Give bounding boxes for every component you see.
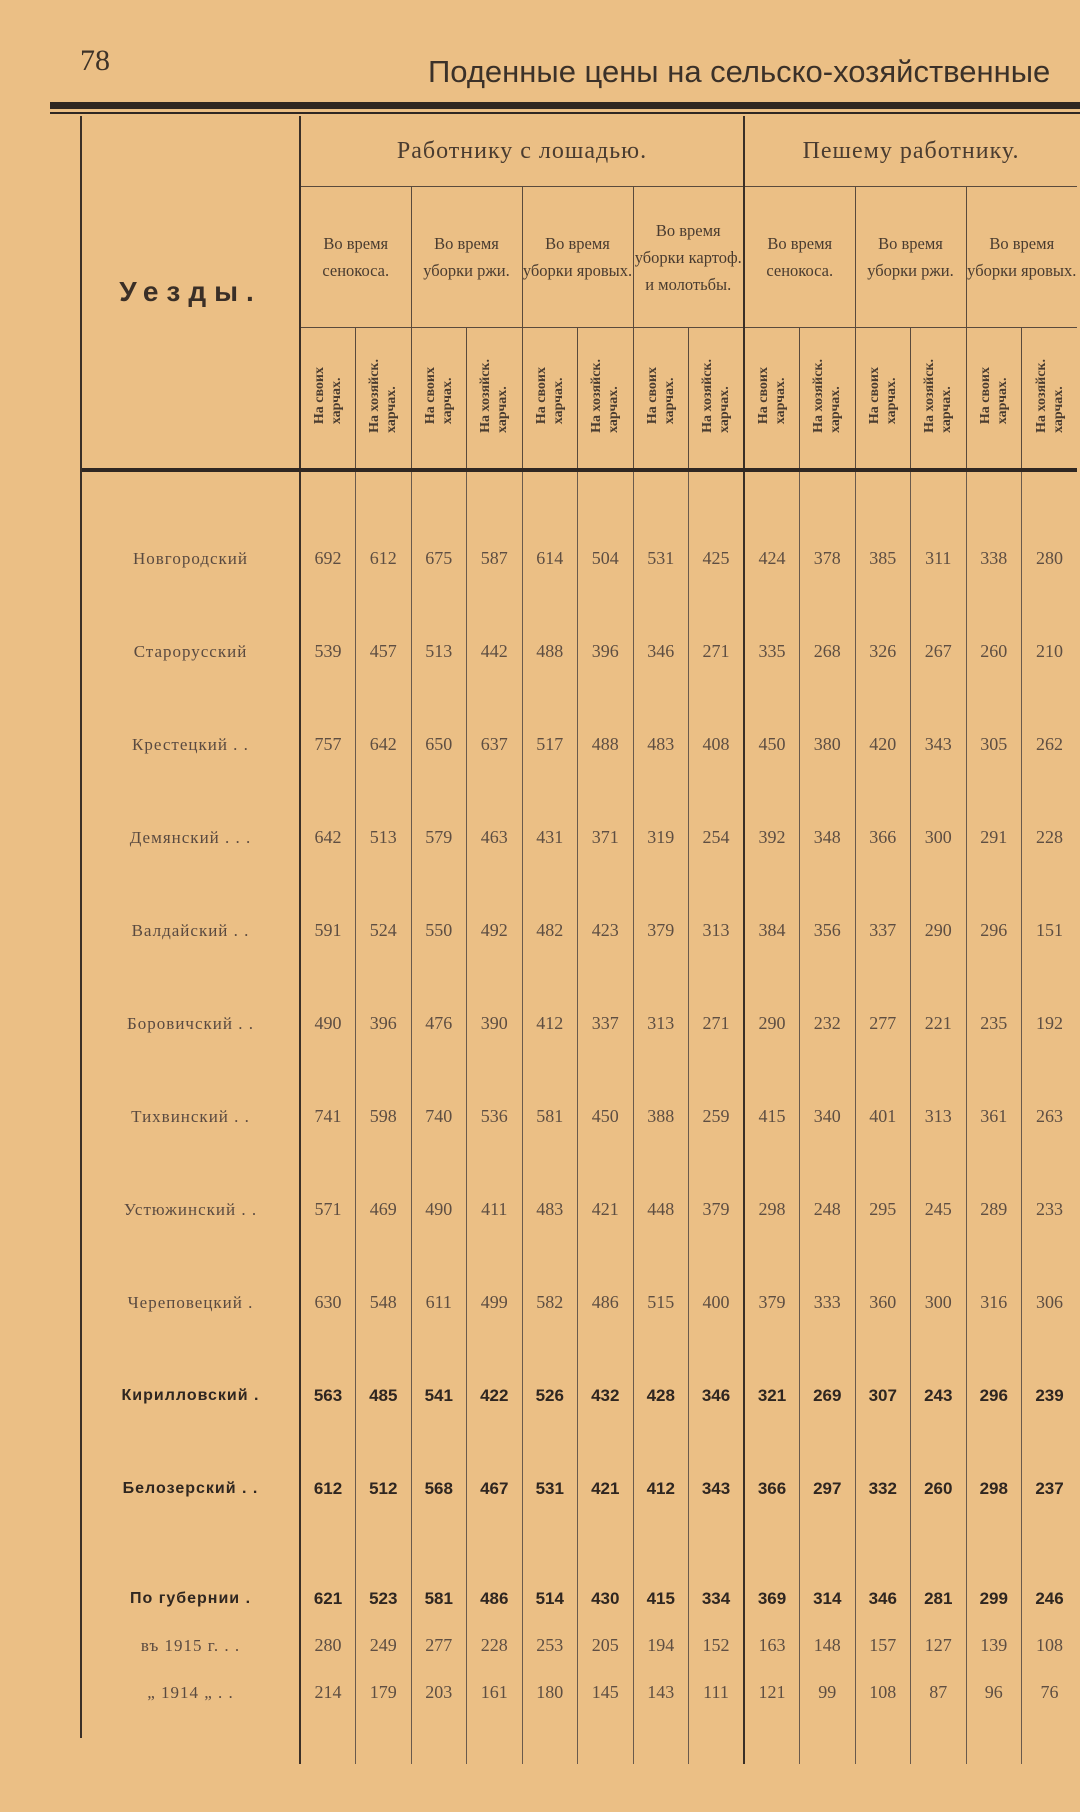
price-cell: 392	[744, 791, 800, 884]
uezd-name: По губернии .	[129, 1589, 252, 1607]
price-cell: 467	[467, 1442, 523, 1535]
table-row	[82, 1256, 1077, 1349]
leaf-header-label: На хозяйск. харчах.	[700, 358, 732, 433]
price-cell: 76	[1022, 1669, 1078, 1716]
price-cell: 524	[356, 884, 412, 977]
price-cell: 313	[633, 977, 689, 1070]
uezd-name: Валдайский . .	[131, 920, 250, 940]
price-cell: 366	[744, 1442, 800, 1535]
uezd-name: Боровичский . .	[127, 1013, 254, 1033]
price-cell: 340	[800, 1070, 856, 1163]
uezd-name: Белозерский . .	[122, 1479, 259, 1497]
leaf-header-label: На своих харчах.	[866, 366, 899, 425]
sub-header: Во время уборки ржи.	[411, 187, 522, 328]
leaf-header-label: На своих харчах.	[312, 366, 344, 425]
price-cell: 415	[744, 1070, 800, 1163]
price-cell: 361	[966, 1070, 1022, 1163]
price-cell: 612	[356, 512, 412, 605]
price-cell: 280	[300, 1622, 356, 1669]
price-cell: 408	[689, 698, 745, 791]
price-cell: 161	[467, 1669, 523, 1716]
table-row	[82, 1070, 1077, 1163]
price-cell: 486	[467, 1575, 523, 1622]
price-cell: 300	[911, 791, 967, 884]
price-cell: 432	[578, 1349, 634, 1442]
price-cell: 343	[911, 698, 967, 791]
price-cell: 598	[356, 1070, 412, 1163]
price-cell: 338	[966, 512, 1022, 605]
price-cell: 741	[300, 1070, 356, 1163]
price-cell: 428	[633, 1349, 689, 1442]
uezd-name: Кирилловский .	[121, 1386, 260, 1404]
table-row	[82, 605, 1077, 698]
price-cell: 99	[800, 1669, 856, 1716]
leaf-header-own	[411, 328, 467, 471]
price-cell: 295	[855, 1163, 911, 1256]
price-cell: 442	[467, 605, 523, 698]
table-row	[82, 698, 1077, 791]
leaf-header-label: На хозяйск. харчах.	[922, 358, 955, 433]
price-cell: 306	[1022, 1256, 1078, 1349]
price-cell: 254	[689, 791, 745, 884]
leaf-header-own	[744, 328, 800, 471]
price-cell: 143	[633, 1669, 689, 1716]
price-cell: 108	[855, 1669, 911, 1716]
table-row	[82, 884, 1077, 977]
price-cell: 420	[855, 698, 911, 791]
price-cell: 260	[966, 605, 1022, 698]
price-cell: 111	[689, 1669, 745, 1716]
price-cell: 371	[578, 791, 634, 884]
price-cell: 483	[522, 1163, 578, 1256]
leaf-header-own	[300, 328, 356, 471]
price-cell: 390	[467, 977, 523, 1070]
price-cell: 526	[522, 1349, 578, 1442]
leaf-header-label: На своих харчах.	[533, 366, 566, 425]
page-title: Поденные цены на сельско-хозяйственные	[428, 54, 1051, 89]
price-cell: 396	[578, 605, 634, 698]
price-cell: 582	[522, 1256, 578, 1349]
price-cell: 271	[689, 605, 745, 698]
price-cell: 246	[1022, 1575, 1078, 1622]
price-cell: 321	[744, 1349, 800, 1442]
price-cell: 536	[467, 1070, 523, 1163]
uezd-name: Устюжинский . .	[123, 1199, 258, 1219]
leaf-header-own	[522, 328, 578, 471]
price-cell: 630	[300, 1256, 356, 1349]
price-cell: 463	[467, 791, 523, 884]
price-cell: 400	[689, 1256, 745, 1349]
leaf-header-label: На хозяйск. харчах.	[367, 358, 400, 433]
price-cell: 513	[356, 791, 412, 884]
price-cell: 298	[744, 1163, 800, 1256]
price-cell: 614	[522, 512, 578, 605]
price-cell: 541	[411, 1349, 467, 1442]
price-cell: 333	[800, 1256, 856, 1349]
price-cell: 87	[911, 1669, 967, 1716]
price-cell: 205	[578, 1622, 634, 1669]
price-cell: 490	[300, 977, 356, 1070]
price-cell: 203	[411, 1669, 467, 1716]
price-cell: 425	[689, 512, 745, 605]
price-cell: 296	[966, 1349, 1022, 1442]
price-cell: 581	[522, 1070, 578, 1163]
price-cell: 411	[467, 1163, 523, 1256]
price-cell: 296	[966, 884, 1022, 977]
price-cell: 291	[966, 791, 1022, 884]
price-cell: 499	[467, 1256, 523, 1349]
price-cell: 692	[300, 512, 356, 605]
price-cell: 290	[744, 977, 800, 1070]
price-cell: 587	[467, 512, 523, 605]
price-cell: 450	[578, 1070, 634, 1163]
price-cell: 163	[744, 1622, 800, 1669]
price-cell: 431	[522, 791, 578, 884]
price-cell: 531	[522, 1442, 578, 1535]
leaf-header-own	[633, 328, 689, 471]
price-cell: 249	[356, 1622, 412, 1669]
price-cell: 424	[744, 512, 800, 605]
price-cell: 233	[1022, 1163, 1078, 1256]
leaf-header-host	[356, 328, 412, 471]
leaf-header-label: На хозяйск. харчах.	[589, 358, 622, 433]
price-cell: 490	[411, 1163, 467, 1256]
price-cell: 228	[467, 1622, 523, 1669]
price-cell: 379	[744, 1256, 800, 1349]
leaf-header-host	[578, 328, 634, 471]
leaf-header-host	[1022, 328, 1078, 471]
price-cell: 517	[522, 698, 578, 791]
price-cell: 346	[855, 1575, 911, 1622]
price-cell: 422	[467, 1349, 523, 1442]
group-header-foot: Пешему работнику.	[744, 116, 1077, 187]
price-cell: 228	[1022, 791, 1078, 884]
price-cell: 523	[356, 1575, 412, 1622]
price-cell: 488	[578, 698, 634, 791]
price-cell: 334	[689, 1575, 745, 1622]
price-cell: 245	[911, 1163, 967, 1256]
price-cell: 260	[911, 1442, 967, 1535]
table-row	[82, 1349, 1077, 1442]
price-cell: 139	[966, 1622, 1022, 1669]
price-cell: 221	[911, 977, 967, 1070]
price-cell: 346	[633, 605, 689, 698]
leaf-header-own	[855, 328, 911, 471]
price-cell: 539	[300, 605, 356, 698]
price-cell: 332	[855, 1442, 911, 1535]
price-cell: 457	[356, 605, 412, 698]
price-cell: 267	[911, 605, 967, 698]
price-cell: 268	[800, 605, 856, 698]
price-cell: 210	[1022, 605, 1078, 698]
price-cell: 179	[356, 1669, 412, 1716]
price-cell: 488	[522, 605, 578, 698]
price-cell: 396	[356, 977, 412, 1070]
price-cell: 642	[300, 791, 356, 884]
price-cell: 514	[522, 1575, 578, 1622]
price-cell: 314	[800, 1575, 856, 1622]
price-cell: 235	[966, 977, 1022, 1070]
price-cell: 483	[633, 698, 689, 791]
price-cell: 180	[522, 1669, 578, 1716]
price-cell: 740	[411, 1070, 467, 1163]
price-cell: 239	[1022, 1349, 1078, 1442]
uezd-name: „ 1914 „ . .	[147, 1682, 234, 1702]
price-cell: 319	[633, 791, 689, 884]
price-cell: 157	[855, 1622, 911, 1669]
uezd-name: Крестецкий . .	[132, 734, 249, 754]
sub-header: Во время уборки картоф. и молотьбы.	[633, 187, 744, 328]
uezd-name: Старорусский	[133, 641, 248, 661]
table-row	[82, 977, 1077, 1070]
price-cell: 757	[300, 698, 356, 791]
price-cell: 412	[522, 977, 578, 1070]
price-cell: 262	[1022, 698, 1078, 791]
spacer-row	[82, 1716, 1077, 1764]
price-cell: 313	[689, 884, 745, 977]
price-cell: 289	[966, 1163, 1022, 1256]
price-cell: 401	[855, 1070, 911, 1163]
page-number: 78	[80, 44, 110, 77]
price-cell: 450	[744, 698, 800, 791]
price-cell: 96	[966, 1669, 1022, 1716]
price-cell: 550	[411, 884, 467, 977]
sub-header: Во время уборки яровых.	[522, 187, 633, 328]
price-cell: 384	[744, 884, 800, 977]
price-cell: 366	[855, 791, 911, 884]
price-cell: 348	[800, 791, 856, 884]
leaf-header-host	[689, 328, 745, 471]
price-table	[82, 116, 1077, 1764]
price-cell: 513	[411, 605, 467, 698]
sub-header: Во время уборки ржи.	[855, 187, 966, 328]
price-table-container	[80, 116, 1077, 1738]
price-cell: 485	[356, 1349, 412, 1442]
price-cell: 412	[633, 1442, 689, 1535]
price-cell: 151	[1022, 884, 1078, 977]
price-cell: 642	[356, 698, 412, 791]
price-cell: 299	[966, 1575, 1022, 1622]
price-cell: 421	[578, 1163, 634, 1256]
price-cell: 305	[966, 698, 1022, 791]
price-cell: 194	[633, 1622, 689, 1669]
sub-header: Во время сенокоса.	[300, 187, 411, 328]
price-cell: 277	[411, 1622, 467, 1669]
price-cell: 515	[633, 1256, 689, 1349]
price-cell: 379	[633, 884, 689, 977]
table-row	[82, 1442, 1077, 1535]
price-cell: 127	[911, 1622, 967, 1669]
price-cell: 253	[522, 1622, 578, 1669]
price-cell: 290	[911, 884, 967, 977]
sub-header: Во время сенокоса.	[744, 187, 855, 328]
price-cell: 415	[633, 1575, 689, 1622]
price-cell: 307	[855, 1349, 911, 1442]
uezd-name: Череповецкий .	[127, 1292, 254, 1312]
price-cell: 311	[911, 512, 967, 605]
price-cell: 385	[855, 512, 911, 605]
price-cell: 108	[1022, 1622, 1078, 1669]
price-cell: 269	[800, 1349, 856, 1442]
price-cell: 612	[300, 1442, 356, 1535]
price-cell: 281	[911, 1575, 967, 1622]
leaf-header-label: На своих харчах.	[756, 366, 788, 425]
price-cell: 277	[855, 977, 911, 1070]
leaf-header-host	[467, 328, 523, 471]
price-cell: 192	[1022, 977, 1078, 1070]
price-cell: 248	[800, 1163, 856, 1256]
leaf-header-host	[800, 328, 856, 471]
table-row	[82, 512, 1077, 605]
price-cell: 548	[356, 1256, 412, 1349]
price-cell: 214	[300, 1669, 356, 1716]
price-cell: 337	[578, 977, 634, 1070]
price-cell: 579	[411, 791, 467, 884]
top-rule-thin	[50, 112, 1080, 114]
price-cell: 421	[578, 1442, 634, 1535]
price-cell: 621	[300, 1575, 356, 1622]
price-cell: 343	[689, 1442, 745, 1535]
price-cell: 448	[633, 1163, 689, 1256]
price-cell: 486	[578, 1256, 634, 1349]
price-cell: 378	[800, 512, 856, 605]
leaf-header-label: На своих харчах.	[644, 366, 677, 425]
leaf-header-label: На хозяйск. харчах.	[811, 358, 844, 433]
price-cell: 379	[689, 1163, 745, 1256]
price-cell: 360	[855, 1256, 911, 1349]
price-cell: 571	[300, 1163, 356, 1256]
price-cell: 423	[578, 884, 634, 977]
price-cell: 568	[411, 1442, 467, 1535]
price-cell: 430	[578, 1575, 634, 1622]
price-cell: 145	[578, 1669, 634, 1716]
price-cell: 476	[411, 977, 467, 1070]
price-cell: 512	[356, 1442, 412, 1535]
table-row	[82, 791, 1077, 884]
price-cell: 369	[744, 1575, 800, 1622]
table-row	[82, 1669, 1077, 1716]
uezd-name: въ 1915 г. . .	[140, 1635, 241, 1655]
price-cell: 298	[966, 1442, 1022, 1535]
price-cell: 637	[467, 698, 523, 791]
price-cell: 504	[578, 512, 634, 605]
price-cell: 121	[744, 1669, 800, 1716]
sub-header: Во время уборки яровых.	[966, 187, 1077, 328]
price-cell: 263	[1022, 1070, 1078, 1163]
price-cell: 675	[411, 512, 467, 605]
table-row	[82, 1163, 1077, 1256]
price-cell: 611	[411, 1256, 467, 1349]
price-cell: 232	[800, 977, 856, 1070]
price-cell: 259	[689, 1070, 745, 1163]
price-cell: 316	[966, 1256, 1022, 1349]
price-cell: 280	[1022, 512, 1078, 605]
price-cell: 271	[689, 977, 745, 1070]
price-cell: 337	[855, 884, 911, 977]
leaf-header-label: На хозяйск. харчах.	[478, 358, 511, 433]
price-cell: 388	[633, 1070, 689, 1163]
price-cell: 563	[300, 1349, 356, 1442]
group-header-horse: Работнику с лошадью.	[300, 116, 744, 187]
leaf-header-own	[966, 328, 1022, 471]
price-cell: 300	[911, 1256, 967, 1349]
price-cell: 531	[633, 512, 689, 605]
leaf-header-label: На хозяйск. харчах.	[1033, 358, 1066, 433]
price-cell: 356	[800, 884, 856, 977]
leaf-header-host	[911, 328, 967, 471]
table-row	[82, 1575, 1077, 1622]
price-cell: 469	[356, 1163, 412, 1256]
leaf-header-label: На своих харчах.	[977, 366, 1010, 425]
price-cell: 346	[689, 1349, 745, 1442]
price-cell: 297	[800, 1442, 856, 1535]
price-cell: 591	[300, 884, 356, 977]
price-cell: 243	[911, 1349, 967, 1442]
spacer-row	[82, 1535, 1077, 1575]
uezd-name: Тихвинский . .	[131, 1106, 250, 1126]
price-cell: 335	[744, 605, 800, 698]
price-cell: 313	[911, 1070, 967, 1163]
top-rule	[50, 102, 1080, 109]
spacer-row	[82, 470, 1077, 512]
table-row	[82, 1622, 1077, 1669]
price-cell: 237	[1022, 1442, 1078, 1535]
price-cell: 482	[522, 884, 578, 977]
price-cell: 380	[800, 698, 856, 791]
price-cell: 581	[411, 1575, 467, 1622]
uezd-column-header: Уезды.	[82, 116, 300, 470]
uezd-name: Демянский . . .	[129, 827, 252, 847]
table-body	[82, 470, 1077, 1764]
price-cell: 492	[467, 884, 523, 977]
price-cell: 152	[689, 1622, 745, 1669]
leaf-header-label: На своих харчах.	[422, 366, 455, 425]
price-cell: 326	[855, 605, 911, 698]
price-cell: 650	[411, 698, 467, 791]
price-cell: 148	[800, 1622, 856, 1669]
uezd-name: Новгородский	[132, 548, 248, 568]
